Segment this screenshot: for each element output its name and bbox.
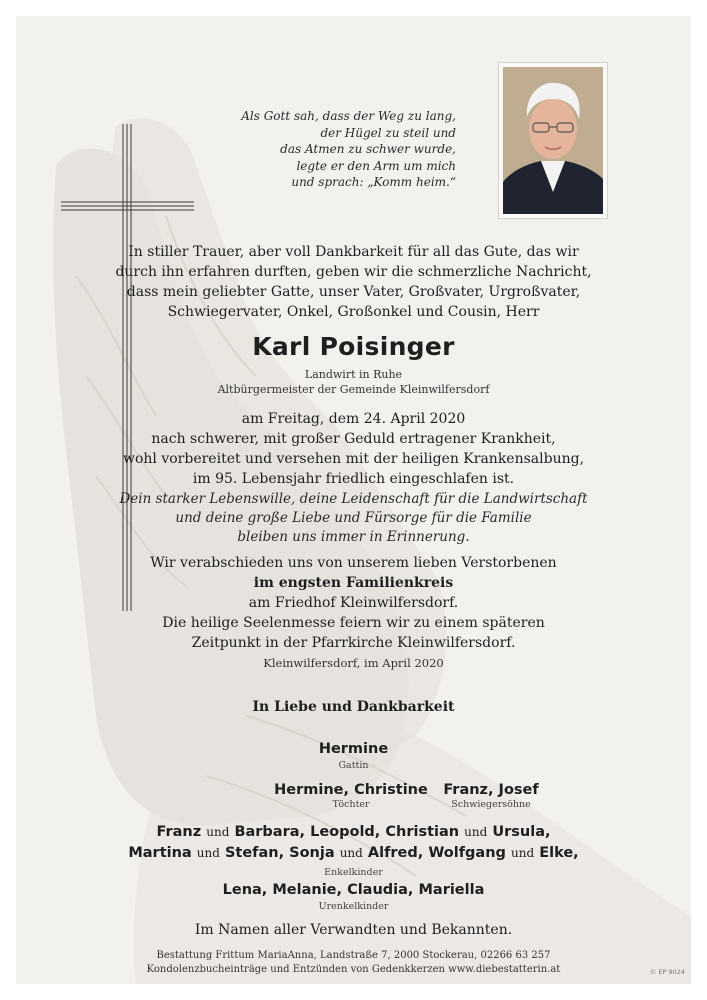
- grandchild-name: Ursula,: [492, 824, 551, 840]
- death-line: am Freitag, dem 24. April 2020: [241, 411, 466, 427]
- poem-line: legte er den Arm um mich: [296, 158, 456, 173]
- grandchildren-line: [16, 845, 691, 861]
- closing-heading: In Liebe und Dankbarkeit: [252, 699, 455, 715]
- sons-in-law: [436, 782, 546, 810]
- und-word: und: [196, 846, 220, 860]
- death-line: nach schwerer, mit großer Geduld ertragener Krankheit,: [151, 431, 556, 447]
- grandchild-name: Barbara, Leopold, Christian: [234, 824, 460, 840]
- parte-sheet: [16, 16, 691, 984]
- und-word: und: [206, 825, 230, 839]
- wife-role: Gattin: [338, 760, 369, 771]
- sonsinlaw-names: Franz, Josef: [443, 782, 539, 798]
- funeral-home-footer: [16, 949, 691, 977]
- relatives-line: Im Namen aller Verwandten und Bekannten.: [194, 922, 513, 938]
- footer-line: Bestattung Frittum MariaAnna, Landstraße 7, 2000 Stockerau, 02266 63 257: [156, 950, 551, 961]
- intro-line: In stiller Trauer, aber voll Dankbarkeit für all das Gute, das wir: [128, 244, 579, 260]
- grandchild-name: Franz: [156, 824, 202, 840]
- poem-line: und sprach: „Komm heim.“: [291, 175, 456, 189]
- poem-line: Als Gott sah, dass der Weg zu lang,: [241, 109, 456, 123]
- mass-text: [16, 613, 691, 653]
- memory-line: bleiben uns immer in Erinnerung.: [237, 529, 470, 545]
- wife-name: Hermine: [318, 741, 389, 757]
- intro-line: dass mein geliebter Gatte, unser Vater, Großvater, Urgroßvater,: [126, 284, 581, 300]
- greatgrandchildren-role: Urenkelkinder: [318, 901, 389, 912]
- footer-line: Kondolenzbucheinträge und Entzünden von Gedenkkerzen www.diebestatterin.at: [146, 964, 561, 975]
- intro-line: durch ihn erfahren durften, geben wir die schmerzliche Nachricht,: [115, 264, 592, 280]
- place-date: Kleinwilfersdorf, im April 2020: [263, 656, 444, 670]
- memory-text: [16, 490, 691, 547]
- intro-text: [16, 242, 691, 322]
- und-word: und: [464, 825, 488, 839]
- burial-line: im engsten Familienkreis: [253, 575, 454, 591]
- daughters-role: Töchter: [332, 799, 370, 810]
- mass-line: Zeitpunkt in der Pfarrkirche Kleinwilfersdorf.: [191, 635, 516, 651]
- poem: [216, 108, 456, 191]
- daughters-names: Hermine, Christine: [274, 782, 428, 798]
- und-word: und: [510, 846, 535, 860]
- print-code: © EP 9024: [649, 968, 685, 976]
- portrait-photo: [498, 62, 608, 219]
- death-text: [16, 409, 691, 489]
- grandchildren-role: Enkelkinder: [324, 867, 383, 878]
- death-line: im 95. Lebensjahr friedlich eingeschlafen ist.: [192, 471, 515, 487]
- deceased-name: Karl Poisinger: [252, 332, 455, 361]
- intro-line: Schwiegervater, Onkel, Großonkel und Cousin, Herr: [167, 304, 540, 320]
- sonsinlaw-role: Schwiegersöhne: [451, 799, 531, 810]
- daughters: [271, 782, 431, 810]
- greatgrandchildren-names: Lena, Melanie, Claudia, Mariella: [222, 882, 485, 898]
- deceased-title: Landwirt in Ruhe: [304, 368, 403, 381]
- memory-line: Dein starker Lebenswille, deine Leidenschaft für die Landwirtschaft: [119, 491, 588, 507]
- grandchildren-line: [16, 824, 691, 840]
- burial-line: Wir verabschieden uns von unserem lieben Verstorbenen: [150, 555, 557, 571]
- mass-line: Die heilige Seelenmesse feiern wir zu einem späteren: [162, 615, 545, 631]
- grandchild-name: Martina: [128, 845, 192, 861]
- grandchild-name: Elke,: [539, 845, 579, 861]
- death-line: wohl vorbereitet und versehen mit der heiligen Krankensalbung,: [122, 451, 585, 467]
- burial-line: am Friedhof Kleinwilfersdorf.: [248, 595, 459, 611]
- portrait-image: [503, 67, 603, 214]
- grandchild-name: Alfred, Wolfgang: [367, 845, 506, 861]
- burial-text: [16, 553, 691, 613]
- und-word: und: [339, 846, 363, 860]
- poem-line: der Hügel zu steil und: [320, 125, 456, 140]
- memory-line: und deine große Liebe und Fürsorge für die Familie: [175, 510, 532, 526]
- poem-line: das Atmen zu schwer wurde,: [280, 142, 456, 156]
- deceased-title: Altbürgermeister der Gemeinde Kleinwilfersdorf: [217, 383, 490, 396]
- grandchild-name: Stefan, Sonja: [224, 845, 335, 861]
